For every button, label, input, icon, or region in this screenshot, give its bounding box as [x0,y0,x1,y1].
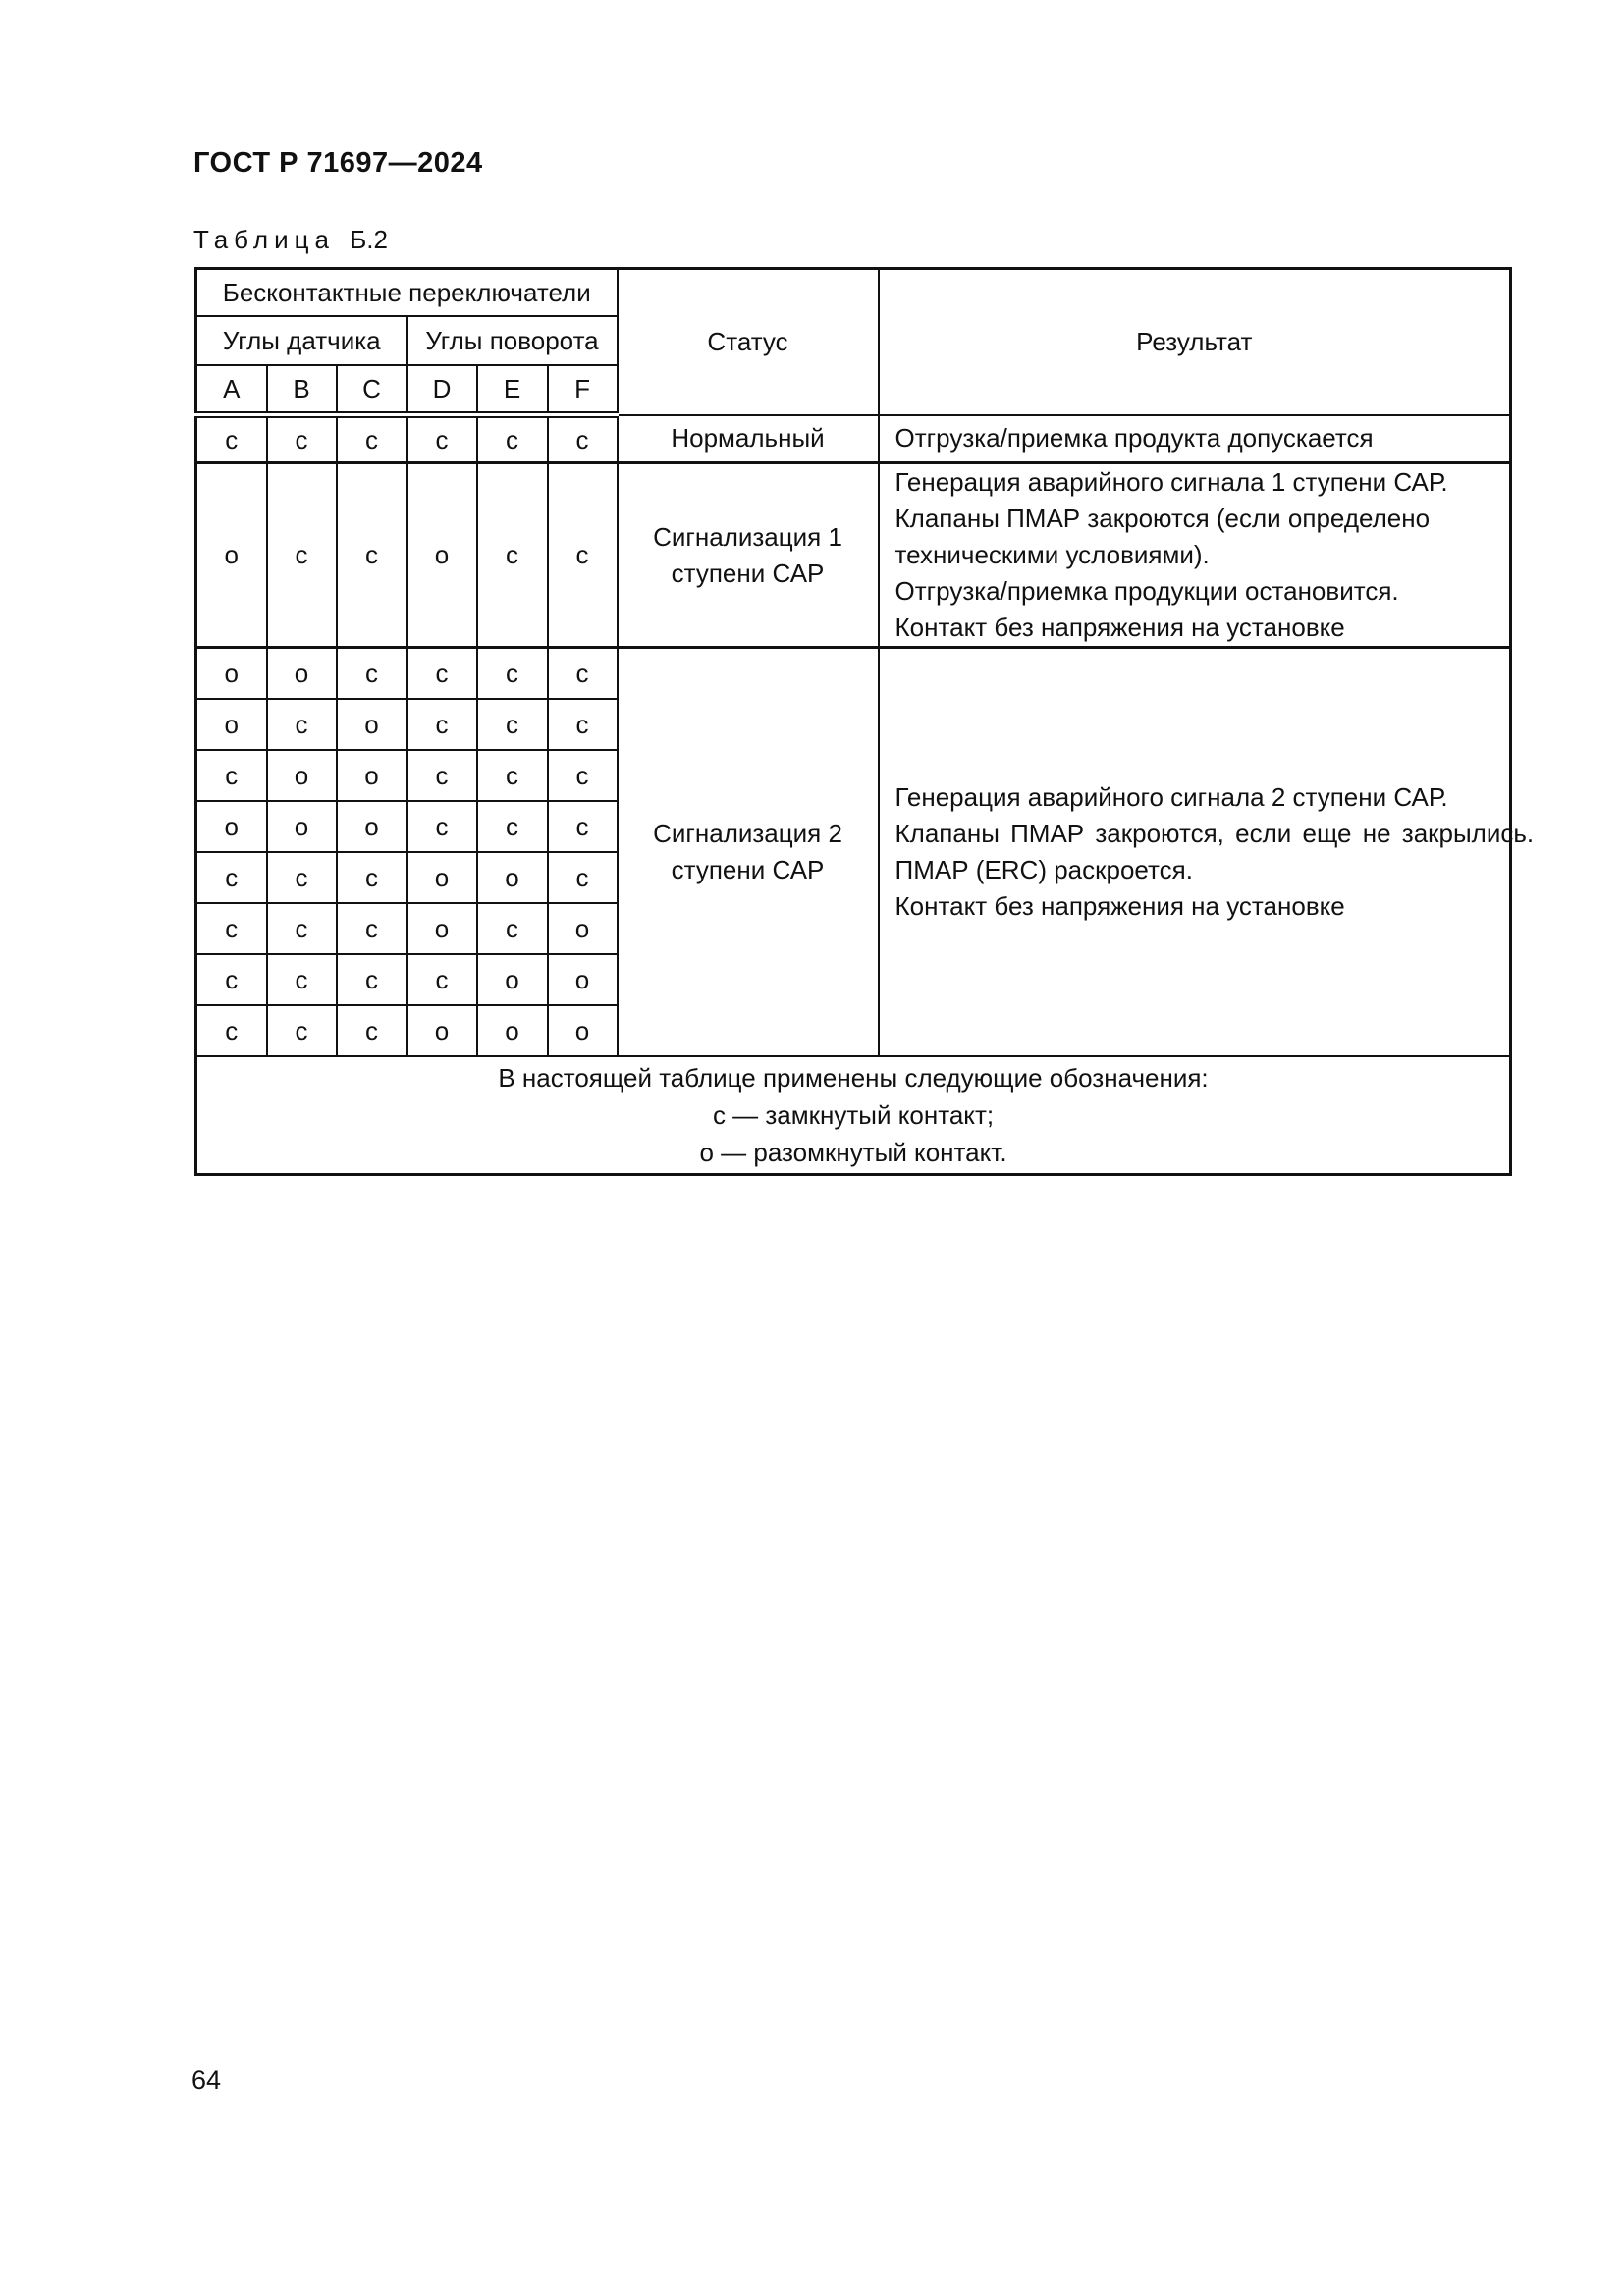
result-cell [879,648,1535,1057]
switch-state-cell: с [267,1005,337,1056]
switch-state-cell: с [407,750,477,801]
switch-state-cell: с [477,463,548,648]
col-header-d: D [407,365,477,415]
document-title: ГОСТ Р 71697—2024 [193,147,483,179]
col-header-e: E [477,365,548,415]
switch-state-cell: о [196,463,267,648]
switch-state-cell: о [407,463,477,648]
switch-state-cell: с [267,954,337,1005]
table-row-alarm1 [196,463,1511,648]
switch-state-cell: с [337,852,407,903]
switch-state-cell: о [267,801,337,852]
switch-state-cell: о [196,699,267,750]
switch-state-cell: с [337,415,407,463]
table-caption-word: Таблица [193,225,335,254]
status-line: ступени САР [671,558,825,588]
table-row-alarm2 [196,648,1511,700]
switch-state-cell: с [337,463,407,648]
switch-state-cell: с [196,1005,267,1056]
switch-state-cell: о [337,699,407,750]
switch-state-cell: с [267,415,337,463]
switch-state-cell: с [196,415,267,463]
header-sensor-angles: Углы датчика [196,316,407,365]
switch-state-cell: о [477,1005,548,1056]
header-row-group [196,269,1511,317]
status-line: Сигнализация 1 [653,521,842,552]
result-line: техническими условиями). [894,540,1210,569]
result-line: Отгрузка/приемка продукции остановится. [894,576,1399,606]
switch-state-cell: о [337,801,407,852]
table-caption-number: Б.2 [350,225,388,254]
result-cell [879,415,1511,463]
status-line: ступени САР [671,855,825,884]
switch-state-cell: с [407,648,477,700]
result-line: Контакт без напряжения на установке [894,613,1345,642]
note-line: с — замкнутый контакт; [712,1100,995,1130]
switch-state-cell: о [337,750,407,801]
switch-state-cell: с [267,699,337,750]
switch-state-cell: с [548,852,618,903]
switch-state-cell: о [267,750,337,801]
status-cell [618,463,879,648]
switch-state-cell: с [477,903,548,954]
result-line: Отгрузка/приемка продукта допускается [894,423,1374,454]
switch-state-cell: о [548,954,618,1005]
switch-state-cell: о [407,1005,477,1056]
switch-state-cell: с [407,699,477,750]
col-header-a: A [196,365,267,415]
switch-state-cell: с [267,903,337,954]
header-status: Статус [618,269,879,415]
result-cell [879,463,1511,648]
result-line: Генерация аварийного сигнала 1 ступени САР. [894,467,1448,497]
status-cell: Нормальный [618,415,879,463]
switch-state-cell: о [196,801,267,852]
switch-state-cell: с [477,750,548,801]
table-caption [193,225,388,255]
col-header-c: C [337,365,407,415]
table-b2 [194,267,1535,1176]
result-line: Клапаны ПМАР закроются (если определено [894,504,1431,533]
switch-state-cell: о [548,903,618,954]
switch-state-cell: с [477,648,548,700]
page-number: 64 [191,2065,222,2095]
note-line: о — разомкнутый контакт. [699,1138,1007,1167]
switch-state-cell: о [196,648,267,700]
switch-state-cell: с [337,903,407,954]
table-row-note [196,1056,1511,1175]
switch-state-cell: с [477,415,548,463]
switch-state-cell: о [407,903,477,954]
switch-state-cell: с [407,415,477,463]
result-line: ПМАР (ERC) раскроется. [894,855,1193,884]
switch-state-cell: с [196,954,267,1005]
switch-state-cell: с [477,801,548,852]
switch-state-cell: о [477,954,548,1005]
status-line: Сигнализация 2 [653,819,842,848]
switch-state-cell: о [267,648,337,700]
result-line: Клапаны ПМАР закроются, если еще не закрылись. [894,819,1535,848]
switch-state-cell: с [267,852,337,903]
switch-state-cell: с [407,801,477,852]
header-rotation-angles: Углы поворота [407,316,618,365]
result-line: Контакт без напряжения на установке [894,891,1345,921]
note-line: В настоящей таблице применены следующие обозначения: [498,1063,1209,1093]
switch-state-cell: с [407,954,477,1005]
result-line: Генерация аварийного сигнала 2 ступени САР. [894,782,1448,812]
switch-state-cell: с [337,648,407,700]
switch-state-cell: с [196,750,267,801]
col-header-b: B [267,365,337,415]
header-result: Результат [879,269,1511,415]
col-header-f: F [548,365,618,415]
header-group-title: Бесконтактные переключатели [196,269,618,317]
switch-state-cell: с [548,699,618,750]
switch-state-cell: о [407,852,477,903]
switch-state-cell: с [477,699,548,750]
switch-state-cell: с [267,463,337,648]
table-note [196,1056,1511,1175]
switch-state-cell: с [548,648,618,700]
switch-state-cell: с [337,954,407,1005]
switch-state-cell: с [548,463,618,648]
switch-state-cell: с [337,1005,407,1056]
table-row-normal [196,415,1511,463]
switch-state-cell: с [196,903,267,954]
status-cell [618,648,879,1057]
switch-state-cell: о [548,1005,618,1056]
switch-state-cell: о [477,852,548,903]
switch-state-cell: с [548,750,618,801]
switch-state-cell: с [548,801,618,852]
switch-state-cell: с [548,415,618,463]
switch-state-cell: с [196,852,267,903]
